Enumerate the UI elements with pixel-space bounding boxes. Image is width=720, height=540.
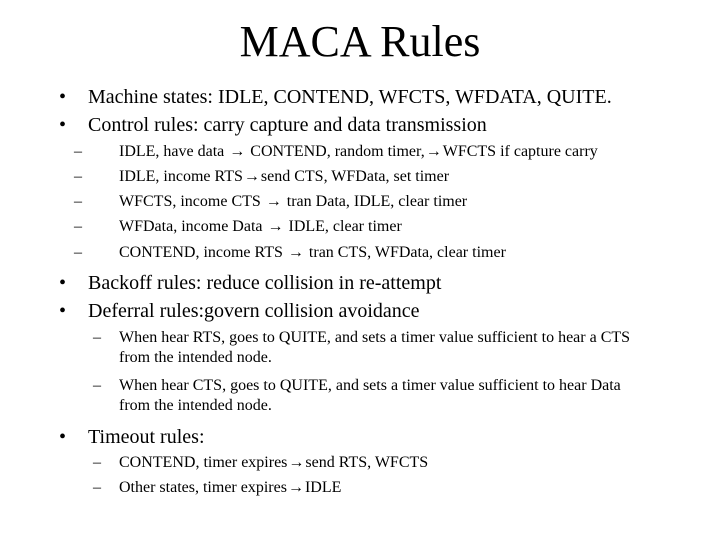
dash-icon: – — [74, 193, 82, 210]
control-rule-4: – WFData, income Data → IDLE, clear timer — [74, 218, 402, 235]
bullet-icon: • — [59, 426, 67, 448]
dash-icon: – — [93, 479, 101, 496]
dash-icon: – — [93, 454, 101, 471]
control-rule-5: – CONTEND, income RTS → tran CTS, WFData, clear timer — [74, 244, 506, 261]
control-rule-3: – WFCTS, income CTS → tran Data, IDLE, clear timer — [74, 193, 468, 210]
timeout-rule-2: – Other states, timer expires→IDLE — [93, 479, 342, 496]
control-rule-2: – IDLE, income RTS→send CTS, WFData, set timer — [74, 168, 450, 185]
deferral-rule-1: – When hear RTS, goes to QUITE, and sets a timer value sufficient to hear a CTS from the intended node. — [93, 329, 631, 366]
dash-icon: – — [93, 329, 101, 346]
bullet-icon: • — [59, 114, 67, 136]
arrow-right-icon: → — [267, 218, 284, 235]
arrow-right-icon: → — [425, 143, 442, 160]
deferral-rule-2: – When hear CTS, goes to QUITE, and sets a timer value sufficient to hear Data from the intended node. — [93, 377, 621, 414]
dash-icon: – — [74, 168, 82, 185]
bullet-icon: • — [59, 272, 67, 294]
bullet-text: Backoff rules: reduce collision in re-attempt — [88, 272, 442, 294]
slide-title: MACA Rules — [239, 17, 481, 66]
arrow-right-icon: → — [243, 168, 260, 185]
timeout-rule-1: – CONTEND, timer expires→send RTS, WFCTS — [93, 454, 429, 471]
bullet-icon: • — [59, 300, 67, 322]
dash-icon: – — [93, 377, 101, 394]
bullet-control-rules — [59, 113, 487, 137]
bullet-text: Timeout rules: — [88, 426, 205, 448]
bullet-deferral-rules — [59, 299, 420, 323]
arrow-right-icon: → — [288, 454, 305, 471]
bullet-icon: • — [59, 86, 67, 108]
bullet-text: Deferral rules:govern collision avoidance — [88, 300, 420, 322]
bullet-machine-states — [59, 85, 612, 109]
arrow-right-icon: → — [229, 143, 246, 160]
bullet-text: Control rules: carry capture and data transmission — [88, 114, 487, 136]
bullet-timeout-rules — [59, 425, 205, 449]
dash-icon: – — [74, 218, 82, 235]
arrow-right-icon: → — [287, 479, 304, 496]
bullet-text: Machine states: IDLE, CONTEND, WFCTS, WFDATA, QUITE. — [88, 86, 612, 108]
arrow-right-icon: → — [287, 244, 304, 261]
dash-icon: – — [74, 244, 82, 261]
dash-icon: – — [74, 143, 82, 160]
control-rule-1: – IDLE, have data → CONTEND, random timer,→WFCTS if capture carry — [74, 143, 598, 160]
bullet-backoff-rules — [59, 271, 442, 295]
arrow-right-icon: → — [265, 193, 282, 210]
